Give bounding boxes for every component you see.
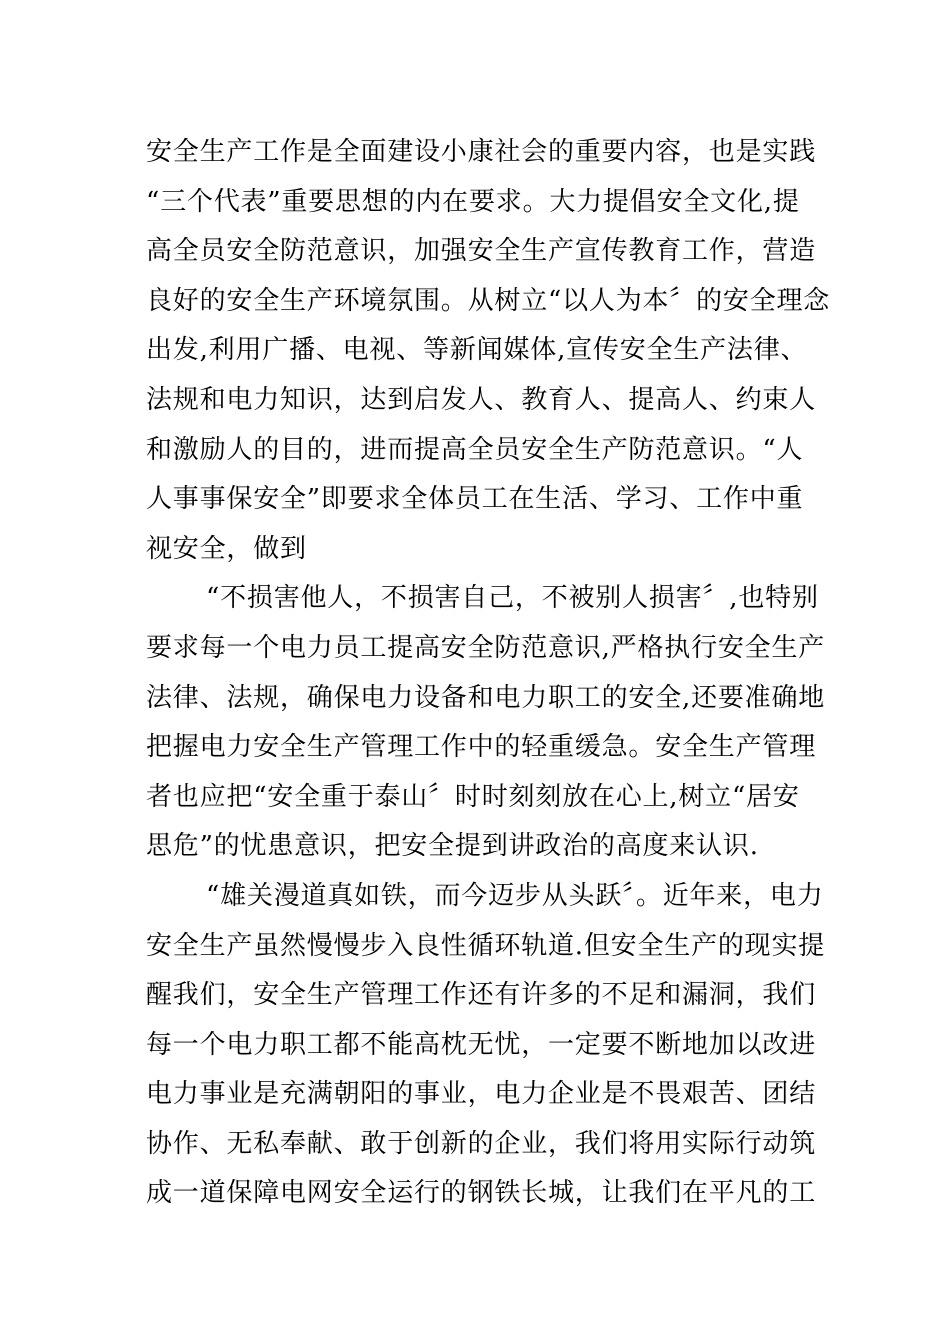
- text-line: 要求每一个电力员工提高安全防范意识,严格执行安全生产: [146, 632, 826, 663]
- body-text: [146, 128, 831, 1219]
- text-line: “三个代表”重要思想的内在要求。大力提倡安全文化,提: [146, 186, 800, 217]
- text-line: 醒我们，安全生产管理工作还有许多的不足和漏洞，我们: [146, 980, 817, 1011]
- text-line: 出发,利用广播、电视、等新闻媒体,宣传安全生产法律、: [146, 335, 808, 366]
- text-line: 电力事业是充满朝阳的事业，电力企业是不畏艰苦、团结: [146, 1079, 817, 1110]
- text-line: 安全生产虽然慢慢步入良性循环轨道.但安全生产的现实提: [146, 930, 826, 961]
- text-line: 法规和电力知识，达到启发人、教育人、提高人、约束人: [146, 384, 817, 415]
- text-line: 法律、法规，确保电力设备和电力职工的安全,还要准确地: [146, 682, 826, 713]
- text-line: “雄关漫道真如铁，而今迈步从头跃〞。近年来，电力: [206, 880, 824, 911]
- paragraph-1: [146, 128, 831, 574]
- text-line: 把握电力安全生产管理工作中的轻重缓急。安全生产管理: [146, 732, 817, 763]
- paragraph-2: [146, 574, 826, 872]
- text-line: “不损害他人，不损害自己，不被别人损害〞,也特别: [206, 583, 819, 614]
- text-line: 协作、无私奉献、敢于创新的企业，我们将用实际行动筑: [146, 1128, 817, 1159]
- text-line: 每一个电力职工都不能高枕无忧，一定要不断地加以改进: [146, 1029, 817, 1060]
- text-line: 思危”的忧患意识，把安全提到讲政治的高度来认识.: [146, 831, 759, 862]
- text-line: 视安全，做到: [146, 533, 307, 564]
- text-line: 者也应把“安全重于泰山〞时时刻刻放在心上,树立“居安: [146, 781, 800, 812]
- text-line: 高全员安全防范意识，加强安全生产宣传教育工作，营造: [146, 236, 817, 267]
- text-line: 安全生产工作是全面建设小康社会的重要内容，也是实践: [146, 137, 817, 167]
- text-line: 良好的安全生产环境氛围。从树立“以人为本〞的安全理念: [146, 285, 831, 316]
- text-line: 人事事保安全”即要求全体员工在生活、学习、工作中重: [146, 484, 804, 515]
- text-line: 和激励人的目的，进而提高全员安全生产防范意识。“人: [146, 434, 804, 465]
- text-line: 成一道保障电网安全运行的钢铁长城，让我们在平凡的工: [146, 1178, 817, 1209]
- paragraph-3: [146, 872, 826, 1219]
